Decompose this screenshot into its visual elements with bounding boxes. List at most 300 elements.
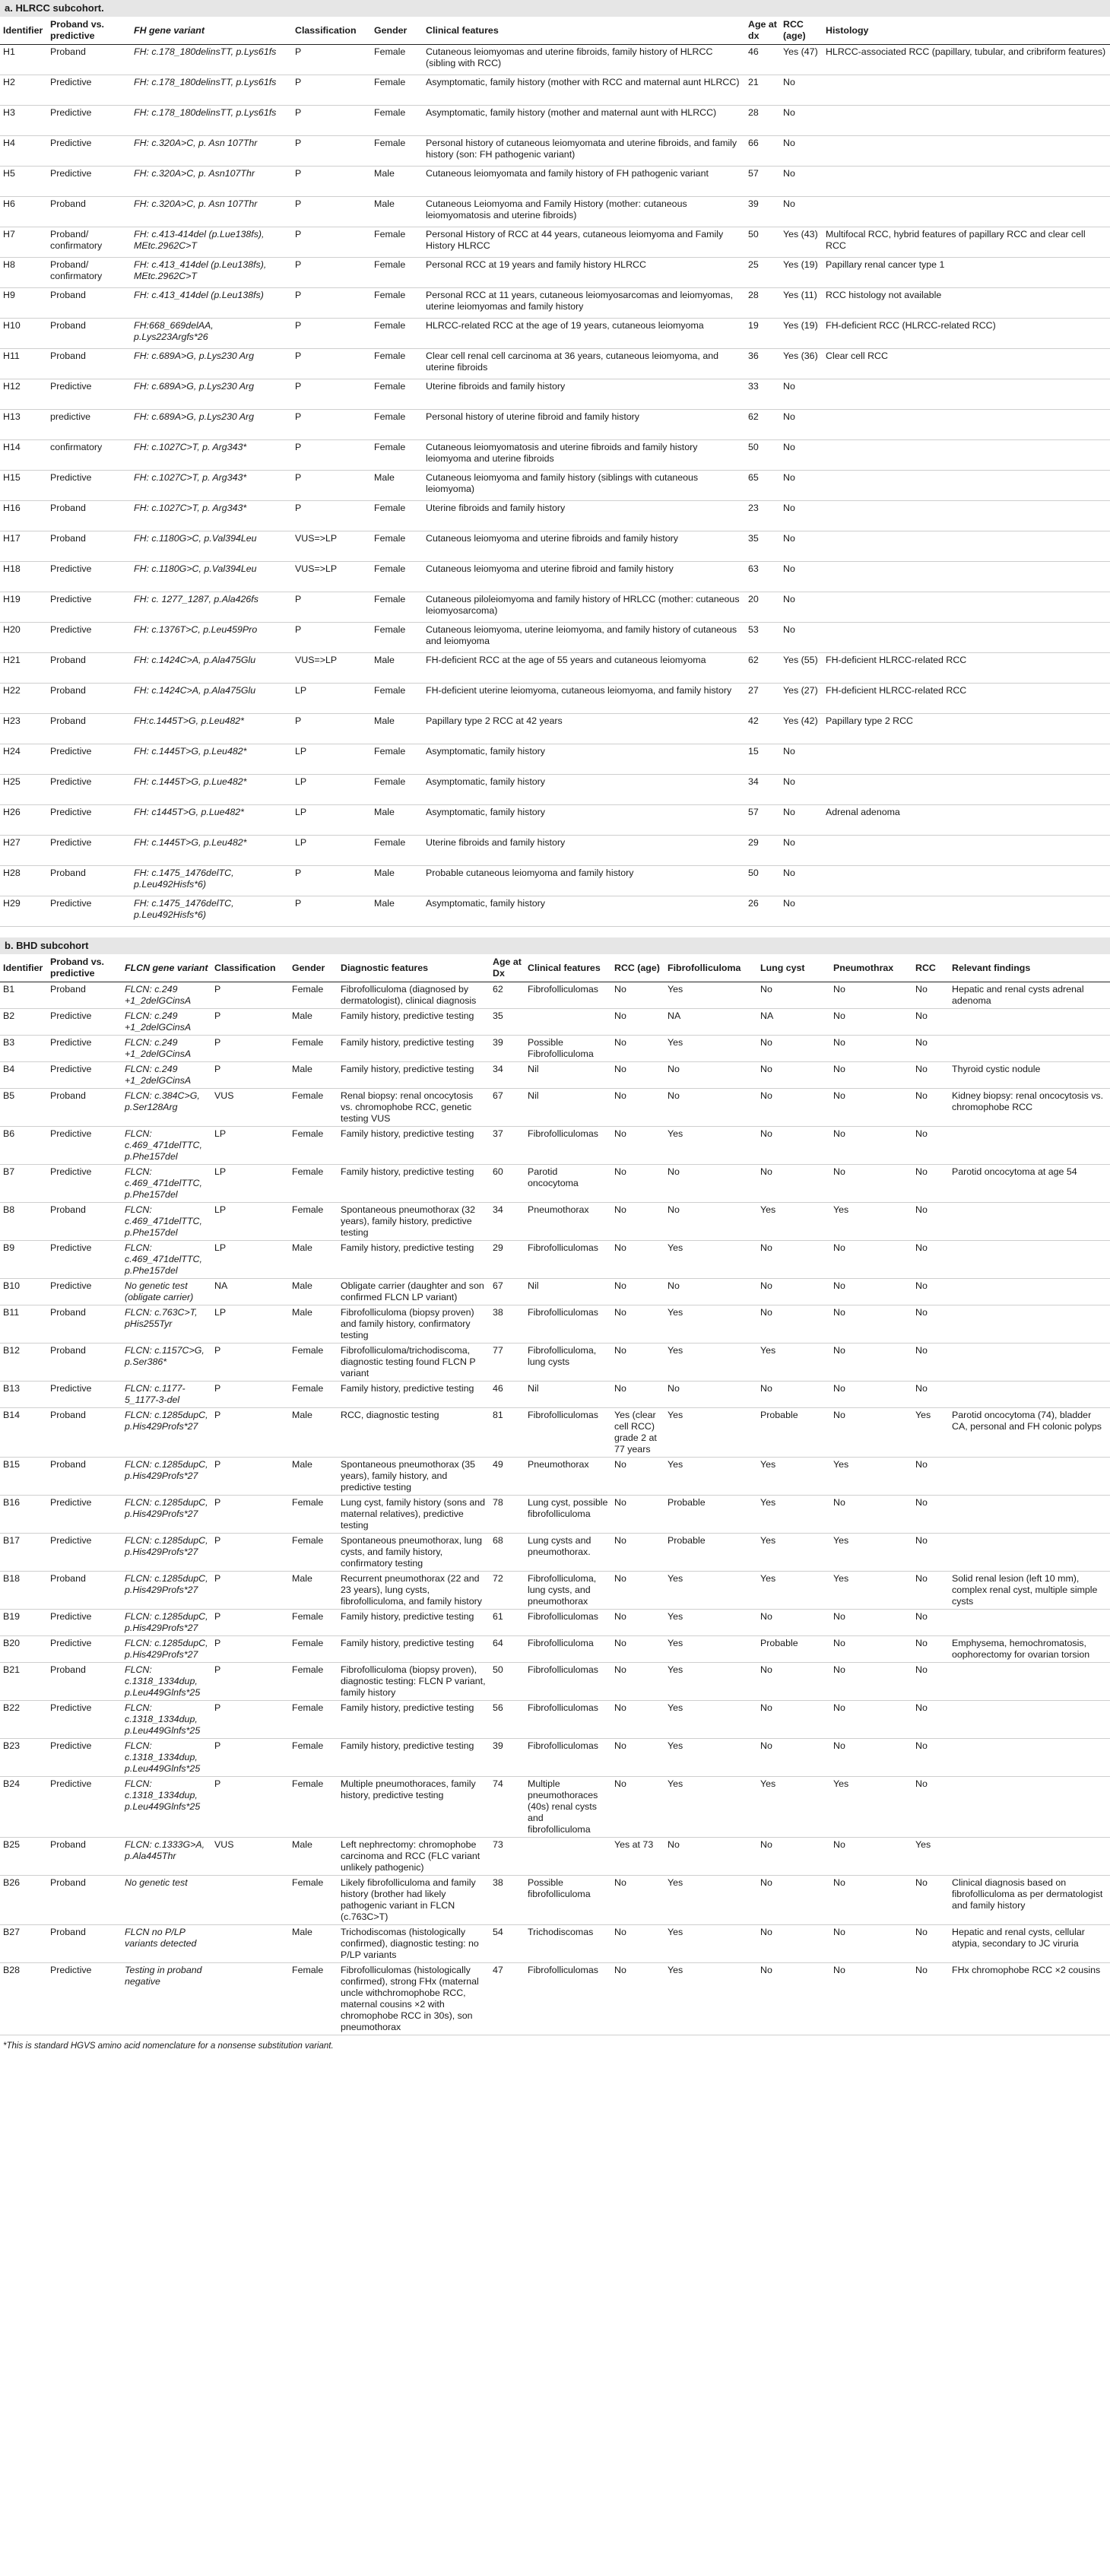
hlrcc-table-cell: No xyxy=(780,623,823,653)
hlrcc-table-cell: LP xyxy=(292,744,371,775)
hlrcc-table-cell: FH: c.1424C>A, p.Ala475Glu xyxy=(131,653,292,684)
bhd-table-cell: Fibrofolliculomas xyxy=(525,1610,611,1636)
bhd-table-cell: B20 xyxy=(0,1636,47,1663)
bhd-table-cell: P xyxy=(211,982,289,1009)
bhd-table-cell: Female xyxy=(289,1777,338,1838)
hlrcc-table-cell: Asymptomatic, family history xyxy=(423,775,745,805)
bhd-table-cell: Yes xyxy=(664,1572,757,1610)
hlrcc-column-header: Identifier xyxy=(0,17,47,45)
hlrcc-table-cell: 62 xyxy=(745,410,780,440)
hlrcc-table-cell xyxy=(823,197,1110,227)
bhd-table-cell: 39 xyxy=(490,1036,525,1062)
hlrcc-table-cell: Proband xyxy=(47,714,131,744)
bhd-table-cell: No xyxy=(830,1876,912,1925)
hlrcc-table-cell: Female xyxy=(371,775,423,805)
bhd-table-cell: No xyxy=(912,1777,949,1838)
bhd-table-cell: No xyxy=(611,1925,664,1963)
bhd-table-row xyxy=(0,1408,1110,1458)
hlrcc-table-cell: No xyxy=(780,379,823,410)
bhd-table-cell: Likely fibrofolliculoma and family history (brother had likely pathogenic variant in FLCN (c.763C>T) xyxy=(338,1876,490,1925)
hlrcc-table-cell: Asymptomatic, family history (mother with RCC and maternal aunt HLRCC) xyxy=(423,75,745,106)
bhd-table-cell xyxy=(949,1496,1110,1534)
bhd-table-row xyxy=(0,1925,1110,1963)
bhd-table-cell: Yes xyxy=(664,1636,757,1663)
hlrcc-table-cell: Proband/ confirmatory xyxy=(47,227,131,258)
bhd-table-cell: No xyxy=(757,1610,830,1636)
hlrcc-table-row xyxy=(0,197,1110,227)
bhd-table-cell: B26 xyxy=(0,1876,47,1925)
hlrcc-table-cell: Uterine fibroids and family history xyxy=(423,379,745,410)
bhd-table-cell: B22 xyxy=(0,1701,47,1739)
bhd-table-cell: Nil xyxy=(525,1279,611,1305)
bhd-table-cell: Yes xyxy=(830,1777,912,1838)
bhd-table-cell: NA xyxy=(664,1009,757,1036)
hlrcc-table-cell: FH:c.1445T>G, p.Leu482* xyxy=(131,714,292,744)
bhd-column-header: Age at Dx xyxy=(490,954,525,982)
bhd-table-cell: Left nephrectomy: chromophobe carcinoma and RCC (FLC variant unlikely pathogenic) xyxy=(338,1838,490,1876)
bhd-table-cell: No xyxy=(830,1089,912,1127)
bhd-table-cell: Female xyxy=(289,1496,338,1534)
bhd-table-cell: P xyxy=(211,1458,289,1496)
hlrcc-table-cell: Male xyxy=(371,197,423,227)
hlrcc-table-cell: 62 xyxy=(745,653,780,684)
bhd-table-cell: No xyxy=(611,982,664,1009)
bhd-table-cell: Female xyxy=(289,1636,338,1663)
bhd-table-row xyxy=(0,1636,1110,1663)
hlrcc-table-row xyxy=(0,227,1110,258)
hlrcc-table-cell: Proband xyxy=(47,45,131,75)
hlrcc-table-cell xyxy=(823,440,1110,471)
bhd-table-cell xyxy=(949,1305,1110,1344)
bhd-table-row xyxy=(0,1739,1110,1777)
hlrcc-table-cell: VUS=>LP xyxy=(292,562,371,592)
bhd-table-cell: Yes xyxy=(664,1241,757,1279)
hlrcc-table-cell: Female xyxy=(371,684,423,714)
hlrcc-table-cell: 20 xyxy=(745,592,780,623)
bhd-table-row xyxy=(0,1610,1110,1636)
bhd-table-cell: Proband xyxy=(47,1344,122,1382)
bhd-table-cell: No xyxy=(611,1165,664,1203)
hlrcc-table-cell: Cutaneous piloleiomyoma and family history of HRLCC (mother: cutaneous leiomyosarcoma) xyxy=(423,592,745,623)
bhd-table-cell: B25 xyxy=(0,1838,47,1876)
bhd-table-cell: Hepatic and renal cysts, cellular atypia, secondary to JC viruria xyxy=(949,1925,1110,1963)
hlrcc-table-cell: P xyxy=(292,75,371,106)
bhd-table-cell: RCC, diagnostic testing xyxy=(338,1408,490,1458)
hlrcc-table-cell: VUS=>LP xyxy=(292,653,371,684)
hlrcc-table-cell: P xyxy=(292,258,371,288)
bhd-table-cell: Family history, predictive testing xyxy=(338,1701,490,1739)
hlrcc-table-cell: FH: c.689A>G, p.Lys230 Arg xyxy=(131,349,292,379)
bhd-table-cell: P xyxy=(211,1009,289,1036)
bhd-table-cell: No xyxy=(830,982,912,1009)
bhd-table-cell: 37 xyxy=(490,1127,525,1165)
bhd-table-cell xyxy=(211,1876,289,1925)
bhd-table-cell: Yes xyxy=(664,1408,757,1458)
hlrcc-table-row xyxy=(0,744,1110,775)
hlrcc-table-cell: P xyxy=(292,319,371,349)
bhd-table-cell: Family history, predictive testing xyxy=(338,1127,490,1165)
bhd-table-cell: Proband xyxy=(47,1663,122,1701)
bhd-table-row xyxy=(0,982,1110,1009)
hlrcc-table-cell: P xyxy=(292,349,371,379)
bhd-table-cell: Trichodiscomas xyxy=(525,1925,611,1963)
hlrcc-table-cell xyxy=(823,136,1110,167)
bhd-table-cell: No xyxy=(757,1279,830,1305)
hlrcc-table-cell: Asymptomatic, family history (mother and maternal aunt with HLRCC) xyxy=(423,106,745,136)
bhd-table-row xyxy=(0,1036,1110,1062)
hlrcc-table-cell: Personal History of RCC at 44 years, cutaneous leiomyoma and Family History HLRCC xyxy=(423,227,745,258)
hlrcc-table-cell: HLRCC-associated RCC (papillary, tubular, and cribriform features) xyxy=(823,45,1110,75)
hlrcc-table-cell xyxy=(823,744,1110,775)
bhd-table-cell: Yes (clear cell RCC) grade 2 at 77 years xyxy=(611,1408,664,1458)
bhd-table-cell: FLCN: c.469_471delTTC, p.Phe157del xyxy=(122,1127,211,1165)
bhd-table-cell: LP xyxy=(211,1241,289,1279)
bhd-table-cell: No xyxy=(664,1165,757,1203)
bhd-table-cell: Recurrent pneumothorax (22 and 23 years), lung cysts, fibrofolliculoma, and family history xyxy=(338,1572,490,1610)
bhd-table-cell: No xyxy=(912,1089,949,1127)
bhd-table-cell: Predictive xyxy=(47,1241,122,1279)
bhd-table-cell: No xyxy=(912,982,949,1009)
hlrcc-table-cell: FH: c.1180G>C, p.Val394Leu xyxy=(131,531,292,562)
bhd-table-cell: Multiple pneumothoraces (40s) renal cysts and fibrofolliculoma xyxy=(525,1777,611,1838)
bhd-table-cell: 56 xyxy=(490,1701,525,1739)
hlrcc-table-cell: 19 xyxy=(745,319,780,349)
bhd-table-cell: Yes xyxy=(664,1963,757,2035)
hlrcc-table-cell: H24 xyxy=(0,744,47,775)
bhd-table-cell: No xyxy=(757,1838,830,1876)
bhd-table-cell: Yes xyxy=(664,1739,757,1777)
hlrcc-table-cell: Predictive xyxy=(47,805,131,836)
bhd-table-cell: 64 xyxy=(490,1636,525,1663)
bhd-table-cell: B19 xyxy=(0,1610,47,1636)
bhd-table-row xyxy=(0,1572,1110,1610)
bhd-table-cell: Female xyxy=(289,1534,338,1572)
hlrcc-table-cell: Female xyxy=(371,562,423,592)
bhd-table-row xyxy=(0,1663,1110,1701)
bhd-table-cell: Male xyxy=(289,1279,338,1305)
hlrcc-table-cell: No xyxy=(780,501,823,531)
bhd-table-cell: No xyxy=(611,1305,664,1344)
bhd-table-cell: No xyxy=(757,1876,830,1925)
bhd-table-cell: FLCN: c.1285dupC, p.His429Profs*27 xyxy=(122,1610,211,1636)
hlrcc-table-cell: Cutaneous leiomyomatosis and uterine fibroids and family history leiomyoma and uterine fibroids xyxy=(423,440,745,471)
bhd-table-cell: VUS xyxy=(211,1089,289,1127)
hlrcc-table-cell: FH-deficient uterine leiomyoma, cutaneous leiomyoma, and family history xyxy=(423,684,745,714)
hlrcc-table-cell: P xyxy=(292,288,371,319)
hlrcc-table-cell: 50 xyxy=(745,227,780,258)
bhd-table-cell: No xyxy=(757,1241,830,1279)
hlrcc-table-cell: H11 xyxy=(0,349,47,379)
bhd-table-cell: Emphysema, hemochromatosis, oophorectomy for ovarian torsion xyxy=(949,1636,1110,1663)
hlrcc-table-cell: H3 xyxy=(0,106,47,136)
hlrcc-table-cell: 27 xyxy=(745,684,780,714)
hlrcc-table-cell: 39 xyxy=(745,197,780,227)
hlrcc-table-cell: FH: c.413-414del (p.Lue138fs), MEtc.2962C>T xyxy=(131,227,292,258)
hlrcc-table-cell: P xyxy=(292,866,371,896)
hlrcc-table-cell: Predictive xyxy=(47,471,131,501)
bhd-table-cell: P xyxy=(211,1701,289,1739)
bhd-table-cell xyxy=(949,1344,1110,1382)
hlrcc-table-cell: No xyxy=(780,592,823,623)
hlrcc-table-row xyxy=(0,106,1110,136)
hlrcc-table-cell: FH: c.178_180delinsTT, p.Lys61fs xyxy=(131,106,292,136)
bhd-table-cell: No xyxy=(611,1203,664,1241)
bhd-table-cell: No xyxy=(912,1496,949,1534)
hlrcc-table-cell: 25 xyxy=(745,258,780,288)
bhd-table-cell: No xyxy=(830,1496,912,1534)
hlrcc-table-cell: No xyxy=(780,531,823,562)
bhd-table-cell: FLCN: c.1285dupC, p.His429Profs*27 xyxy=(122,1458,211,1496)
bhd-table-cell: No xyxy=(757,1663,830,1701)
bhd-table-cell: Female xyxy=(289,1963,338,2035)
bhd-table-cell: Family history, predictive testing xyxy=(338,1036,490,1062)
bhd-table-cell: No xyxy=(611,1089,664,1127)
hlrcc-table-cell: Female xyxy=(371,106,423,136)
bhd-table-cell: No xyxy=(611,1572,664,1610)
hlrcc-table-row xyxy=(0,653,1110,684)
hlrcc-table-cell: Multifocal RCC, hybrid features of papillary RCC and clear cell RCC xyxy=(823,227,1110,258)
hlrcc-table-cell: P xyxy=(292,136,371,167)
hlrcc-table-cell xyxy=(823,106,1110,136)
hlrcc-table-cell: H29 xyxy=(0,896,47,927)
bhd-table-cell: Renal biopsy: renal oncocytosis vs. chromophobe RCC, genetic testing VUS xyxy=(338,1089,490,1127)
bhd-table-cell xyxy=(949,1777,1110,1838)
hlrcc-table-cell: 66 xyxy=(745,136,780,167)
hlrcc-table-cell: H21 xyxy=(0,653,47,684)
bhd-table-cell: B10 xyxy=(0,1279,47,1305)
hlrcc-table-cell: Cutaneous leiomyomas and uterine fibroids, family history of HLRCC (sibling with RCC) xyxy=(423,45,745,75)
bhd-table-cell: 62 xyxy=(490,982,525,1009)
hlrcc-table-cell: 29 xyxy=(745,836,780,866)
bhd-table-cell: Yes xyxy=(757,1344,830,1382)
hlrcc-table-cell: P xyxy=(292,501,371,531)
hlrcc-table-row xyxy=(0,531,1110,562)
bhd-table-cell: FLCN: c.384C>G, p.Ser128Arg xyxy=(122,1089,211,1127)
bhd-table-cell: Fibrofolliculoma xyxy=(525,1636,611,1663)
hlrcc-table-cell xyxy=(823,896,1110,927)
bhd-table-cell: No xyxy=(830,1062,912,1089)
bhd-table-cell: Yes xyxy=(664,1344,757,1382)
bhd-table-cell: No xyxy=(757,1127,830,1165)
hlrcc-table-cell: No xyxy=(780,410,823,440)
bhd-table-cell: Lung cyst, possible fibrofolliculoma xyxy=(525,1496,611,1534)
bhd-table-row xyxy=(0,1165,1110,1203)
bhd-table-cell: 49 xyxy=(490,1458,525,1496)
hlrcc-table-cell: FH: c.320A>C, p. Asn107Thr xyxy=(131,167,292,197)
bhd-table-cell: Yes xyxy=(664,1610,757,1636)
hlrcc-table-cell: FH: c.178_180delinsTT, p.Lys61fs xyxy=(131,75,292,106)
bhd-table-cell: 29 xyxy=(490,1241,525,1279)
bhd-table-cell: Proband xyxy=(47,1838,122,1876)
bhd-table-cell: Yes xyxy=(830,1534,912,1572)
bhd-table-cell: Parotid oncocytoma at age 54 xyxy=(949,1165,1110,1203)
bhd-table-cell: B15 xyxy=(0,1458,47,1496)
bhd-table-cell: FLCN no P/LP variants detected xyxy=(122,1925,211,1963)
bhd-table-cell: FLCN: c.1285dupC, p.His429Profs*27 xyxy=(122,1636,211,1663)
hlrcc-table-cell: Asymptomatic, family history xyxy=(423,896,745,927)
bhd-table-cell: Fibrofolliculomas xyxy=(525,1963,611,2035)
bhd-table-cell: Female xyxy=(289,1203,338,1241)
hlrcc-table-cell: FH: c1445T>G, p.Lue482* xyxy=(131,805,292,836)
bhd-table-cell: Predictive xyxy=(47,1636,122,1663)
bhd-table-cell: No xyxy=(611,1663,664,1701)
hlrcc-table-cell: 26 xyxy=(745,896,780,927)
bhd-table-cell: Male xyxy=(289,1572,338,1610)
bhd-table-cell: No xyxy=(912,1344,949,1382)
bhd-table-cell: Family history, predictive testing xyxy=(338,1241,490,1279)
bhd-table-cell: Male xyxy=(289,1458,338,1496)
bhd-table-cell: Male xyxy=(289,1009,338,1036)
bhd-table-cell xyxy=(949,1036,1110,1062)
bhd-table-cell: No xyxy=(912,1876,949,1925)
bhd-table-cell: Probable xyxy=(664,1496,757,1534)
hlrcc-table-cell: P xyxy=(292,896,371,927)
bhd-table-cell: Yes xyxy=(664,982,757,1009)
bhd-table-cell xyxy=(949,1663,1110,1701)
bhd-table-cell: Female xyxy=(289,1344,338,1382)
hlrcc-table-cell: 33 xyxy=(745,379,780,410)
bhd-table-cell: FLCN: c.1318_1334dup, p.Leu449Glnfs*25 xyxy=(122,1739,211,1777)
bhd-column-header: Fibrofolliculoma xyxy=(664,954,757,982)
hlrcc-table-cell: FH: c.320A>C, p. Asn 107Thr xyxy=(131,197,292,227)
bhd-section-title: b. BHD subcohort xyxy=(0,937,1110,954)
hlrcc-table-cell: Male xyxy=(371,471,423,501)
bhd-table-cell: B13 xyxy=(0,1382,47,1408)
hlrcc-table-cell: H28 xyxy=(0,866,47,896)
bhd-table-cell: Yes xyxy=(664,1458,757,1496)
bhd-table-cell xyxy=(211,1963,289,2035)
hlrcc-table-cell: FH: c.1445T>G, p.Leu482* xyxy=(131,836,292,866)
hlrcc-table-cell: Proband xyxy=(47,531,131,562)
hlrcc-table-row xyxy=(0,349,1110,379)
hlrcc-table-cell: No xyxy=(780,75,823,106)
hlrcc-table-cell: H18 xyxy=(0,562,47,592)
bhd-table-cell: Yes xyxy=(830,1572,912,1610)
hlrcc-table-cell: P xyxy=(292,106,371,136)
bhd-table-cell: FLCN: c.1285dupC, p.His429Profs*27 xyxy=(122,1572,211,1610)
bhd-table-cell: FLCN: c.1285dupC, p.His429Profs*27 xyxy=(122,1534,211,1572)
bhd-table-row xyxy=(0,1344,1110,1382)
hlrcc-header-row xyxy=(0,17,1110,45)
bhd-table-cell: No xyxy=(757,1963,830,2035)
bhd-table-cell xyxy=(949,1382,1110,1408)
bhd-table-cell: No xyxy=(830,1838,912,1876)
bhd-table-cell: Proband xyxy=(47,982,122,1009)
hlrcc-table-cell: H2 xyxy=(0,75,47,106)
hlrcc-table-cell: 15 xyxy=(745,744,780,775)
hlrcc-table-cell: Yes (19) xyxy=(780,258,823,288)
bhd-table-cell: Predictive xyxy=(47,1279,122,1305)
bhd-table-cell: Thyroid cystic nodule xyxy=(949,1062,1110,1089)
bhd-table-cell: FHx chromophobe RCC ×2 cousins xyxy=(949,1963,1110,2035)
bhd-table-cell: Proband xyxy=(47,1305,122,1344)
hlrcc-table-cell: Proband xyxy=(47,197,131,227)
bhd-table-cell: B18 xyxy=(0,1572,47,1610)
bhd-table-cell: Yes xyxy=(757,1458,830,1496)
hlrcc-table-cell: Proband xyxy=(47,501,131,531)
bhd-table-cell: Nil xyxy=(525,1382,611,1408)
bhd-table-cell: P xyxy=(211,1663,289,1701)
hlrcc-table-cell: Predictive xyxy=(47,379,131,410)
hlrcc-table-cell: Predictive xyxy=(47,106,131,136)
bhd-table-cell: Clinical diagnosis based on fibrofolliculoma as per dermatologist and family history xyxy=(949,1876,1110,1925)
bhd-table-cell: Fibrofolliculoma, lung cysts, and pneumothorax xyxy=(525,1572,611,1610)
bhd-table-cell: Proband xyxy=(47,1572,122,1610)
footnote: *This is standard HGVS amino acid nomenclature for a nonsense substitution variant. xyxy=(3,2041,334,2051)
bhd-table-cell: FLCN: c.763C>T, pHis255Tyr xyxy=(122,1305,211,1344)
hlrcc-table-cell: Yes (43) xyxy=(780,227,823,258)
hlrcc-table-cell: Predictive xyxy=(47,775,131,805)
hlrcc-table-cell: Yes (11) xyxy=(780,288,823,319)
hlrcc-table-cell: Female xyxy=(371,592,423,623)
bhd-table-cell: Female xyxy=(289,1701,338,1739)
bhd-table-cell: No xyxy=(912,1739,949,1777)
hlrcc-table-cell: P xyxy=(292,471,371,501)
hlrcc-table-cell: Female xyxy=(371,410,423,440)
hlrcc-table-cell: No xyxy=(780,562,823,592)
hlrcc-table-cell: Female xyxy=(371,227,423,258)
bhd-table-cell: 47 xyxy=(490,1963,525,2035)
bhd-table-cell: No xyxy=(757,1382,830,1408)
bhd-table-cell: No xyxy=(912,1279,949,1305)
bhd-table-cell: Fibrofolliculomas (histologically confirmed), strong FHx (maternal uncle withchromophobe RCC, maternal cousins ×2 with chromophobe RCC in 30s), son pneumothorax xyxy=(338,1963,490,2035)
hlrcc-table-cell: 35 xyxy=(745,531,780,562)
hlrcc-table-row xyxy=(0,501,1110,531)
bhd-table-row xyxy=(0,1062,1110,1089)
bhd-table-cell: Yes xyxy=(664,1876,757,1925)
hlrcc-table-cell: FH: c.1424C>A, p.Ala475Glu xyxy=(131,684,292,714)
hlrcc-table-cell: Female xyxy=(371,319,423,349)
hlrcc-table-cell: 28 xyxy=(745,106,780,136)
hlrcc-table-cell: H16 xyxy=(0,501,47,531)
bhd-table-cell: P xyxy=(211,1036,289,1062)
hlrcc-table-cell xyxy=(823,775,1110,805)
bhd-table-cell: No xyxy=(757,1701,830,1739)
hlrcc-table-cell: Female xyxy=(371,744,423,775)
hlrcc-table-row xyxy=(0,45,1110,75)
bhd-table-cell: 39 xyxy=(490,1739,525,1777)
hlrcc-table-cell: FH: c.320A>C, p. Asn 107Thr xyxy=(131,136,292,167)
bhd-table-cell: Predictive xyxy=(47,1165,122,1203)
bhd-table-cell: No xyxy=(912,1203,949,1241)
bhd-table-cell: NA xyxy=(757,1009,830,1036)
bhd-table-cell xyxy=(949,1838,1110,1876)
hlrcc-table-cell: FH: c.178_180delinsTT, p.Lys61fs xyxy=(131,45,292,75)
bhd-table-cell: No xyxy=(830,1408,912,1458)
bhd-table-cell: Predictive xyxy=(47,1701,122,1739)
hlrcc-table-cell: H20 xyxy=(0,623,47,653)
bhd-table-cell: Possible fibrofolliculoma xyxy=(525,1876,611,1925)
bhd-table-cell: No xyxy=(757,1062,830,1089)
bhd-table-cell: No xyxy=(830,1701,912,1739)
bhd-table-cell: Male xyxy=(289,1062,338,1089)
bhd-table-cell: B12 xyxy=(0,1344,47,1382)
bhd-column-header: RCC xyxy=(912,954,949,982)
bhd-table-cell: Male xyxy=(289,1241,338,1279)
hlrcc-table-cell: FH-deficient HLRCC-related RCC xyxy=(823,684,1110,714)
hlrcc-table-cell: Papillary type 2 RCC at 42 years xyxy=(423,714,745,744)
bhd-table-cell: Lung cysts and pneumothorax. xyxy=(525,1534,611,1572)
bhd-table-cell: 38 xyxy=(490,1876,525,1925)
hlrcc-table-row xyxy=(0,288,1110,319)
bhd-table-cell: No xyxy=(830,1165,912,1203)
hlrcc-table-cell: LP xyxy=(292,775,371,805)
bhd-table-row xyxy=(0,1305,1110,1344)
bhd-table-cell: No xyxy=(757,1739,830,1777)
hlrcc-table-cell: Yes (27) xyxy=(780,684,823,714)
bhd-table-cell: 60 xyxy=(490,1165,525,1203)
hlrcc-table-row xyxy=(0,805,1110,836)
